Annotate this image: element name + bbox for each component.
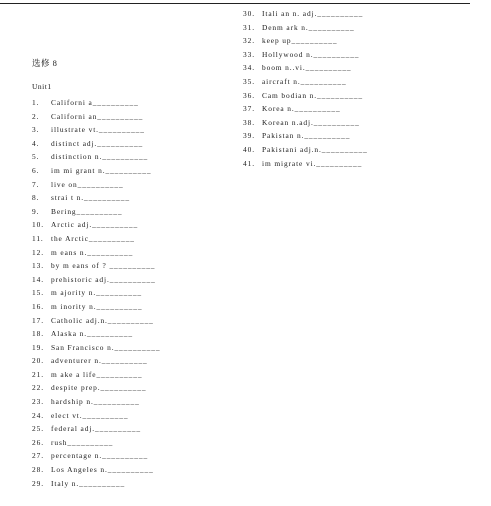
vocab-item-text: Cam bodian n.__________ xyxy=(262,90,363,100)
vocab-list-right xyxy=(243,7,368,170)
vocab-item xyxy=(32,110,160,124)
vocab-item xyxy=(243,7,368,21)
vocab-item-number: 38. xyxy=(243,117,255,127)
section-title: 选修 8 xyxy=(32,58,58,68)
vocab-item-number: 33. xyxy=(243,49,255,59)
vocab-item-number: 21. xyxy=(32,369,44,379)
vocab-item-text: Italy n.__________ xyxy=(51,478,126,488)
vocab-item xyxy=(32,273,160,287)
vocab-item-text: prehistoric adj.__________ xyxy=(51,274,156,284)
unit-title: Unit1 xyxy=(32,82,52,91)
vocab-item xyxy=(32,123,160,137)
vocab-item-number: 15. xyxy=(32,288,44,298)
vocab-item-number: 11. xyxy=(32,233,44,243)
vocab-item-number: 17. xyxy=(32,315,44,325)
vocab-item-number: 20. xyxy=(32,356,44,366)
vocab-item-text: Korea n.__________ xyxy=(262,104,341,114)
vocab-item-number: 24. xyxy=(32,410,44,420)
top-rule xyxy=(0,3,470,4)
vocab-item-number: 37. xyxy=(243,104,255,114)
vocab-item-number: 10. xyxy=(32,220,44,230)
vocab-item xyxy=(243,116,368,130)
vocab-item-text: Alaska n.__________ xyxy=(51,329,133,339)
vocab-item-text: hardship n.__________ xyxy=(51,397,140,407)
vocab-item-number: 25. xyxy=(32,424,44,434)
vocab-item-number: 41. xyxy=(243,158,255,168)
vocab-item-text: m ake a life__________ xyxy=(51,369,143,379)
vocab-item xyxy=(32,477,160,491)
vocab-item-text: Hollywood n.__________ xyxy=(262,49,360,59)
vocab-item xyxy=(243,48,368,62)
vocab-item-text: boom n..vi.__________ xyxy=(262,63,352,73)
vocab-item-number: 34. xyxy=(243,63,255,73)
vocab-item-number: 6. xyxy=(32,165,40,175)
vocab-item-text: San Francisco n.__________ xyxy=(51,342,161,352)
vocab-item xyxy=(32,150,160,164)
vocab-item-text: percentage n.__________ xyxy=(51,451,149,461)
vocab-item-number: 13. xyxy=(32,261,44,271)
vocab-item-text: distinct adj.__________ xyxy=(51,138,144,148)
vocab-list-left xyxy=(32,96,160,490)
vocab-item-text: Los Angeles n.__________ xyxy=(51,465,154,475)
vocab-item-number: 18. xyxy=(32,329,44,339)
vocab-item xyxy=(32,341,160,355)
vocab-item-text: illustrate vt.__________ xyxy=(51,125,145,135)
vocab-item-number: 35. xyxy=(243,76,255,86)
vocab-item-number: 40. xyxy=(243,144,255,154)
vocab-item-number: 31. xyxy=(243,22,255,32)
vocab-item-number: 26. xyxy=(32,437,44,447)
vocab-item-text: rush__________ xyxy=(51,437,114,447)
vocab-item-text: Itali an n. adj.__________ xyxy=(262,9,364,18)
vocab-item-number: 9. xyxy=(32,206,40,216)
vocab-item-text: im migrate vi.__________ xyxy=(262,158,363,168)
vocab-item xyxy=(243,102,368,116)
vocab-item-number: 2. xyxy=(32,111,40,121)
vocab-item-number: 4. xyxy=(32,138,40,148)
vocab-item-number: 30. xyxy=(243,9,255,18)
vocab-item xyxy=(32,259,160,273)
vocab-item-text: Californi a__________ xyxy=(51,98,139,107)
vocab-item-text: aircraft n.__________ xyxy=(262,76,347,86)
vocab-item-text: federal adj.__________ xyxy=(51,424,141,434)
vocab-item-text: by m eans of ? __________ xyxy=(51,261,156,271)
vocab-item-text: Korean n.adj.__________ xyxy=(262,117,360,127)
vocab-item xyxy=(243,129,368,143)
vocab-item-number: 39. xyxy=(243,131,255,141)
vocab-item xyxy=(32,164,160,178)
vocab-item-number: 14. xyxy=(32,274,44,284)
vocab-item-number: 12. xyxy=(32,247,44,257)
vocab-item xyxy=(32,191,160,205)
vocab-item-text: m inority n.__________ xyxy=(51,301,143,311)
vocab-item-number: 19. xyxy=(32,342,44,352)
vocab-item xyxy=(32,137,160,151)
vocab-item-number: 5. xyxy=(32,152,40,162)
vocab-item-number: 36. xyxy=(243,90,255,100)
vocab-item-number: 27. xyxy=(32,451,44,461)
vocab-item xyxy=(32,449,160,463)
vocab-item-number: 8. xyxy=(32,193,40,203)
vocab-item-number: 22. xyxy=(32,383,44,393)
vocab-item xyxy=(243,21,368,35)
vocab-item-text: despite prep.__________ xyxy=(51,383,147,393)
vocab-item-number: 28. xyxy=(32,465,44,475)
vocab-item xyxy=(32,205,160,219)
vocab-item-text: the Arctic__________ xyxy=(51,233,135,243)
vocab-item xyxy=(32,300,160,314)
vocab-item-text: Denm ark n.__________ xyxy=(262,22,355,32)
vocab-item xyxy=(32,178,160,192)
vocab-item xyxy=(32,286,160,300)
vocab-item-text: im mi grant n.__________ xyxy=(51,165,152,175)
vocab-item xyxy=(32,463,160,477)
vocab-item xyxy=(32,422,160,436)
vocab-item xyxy=(32,368,160,382)
vocab-item-text: live on__________ xyxy=(51,179,124,189)
vocab-item-number: 16. xyxy=(32,301,44,311)
vocab-item xyxy=(32,395,160,409)
vocab-item xyxy=(32,354,160,368)
vocab-item-number: 7. xyxy=(32,179,40,189)
vocab-item xyxy=(32,409,160,423)
vocab-item-text: Catholic adj.n.__________ xyxy=(51,315,154,325)
vocab-item-number: 32. xyxy=(243,36,255,46)
vocab-item-text: Californi an__________ xyxy=(51,111,144,121)
vocab-item xyxy=(32,327,160,341)
vocab-item-text: keep up__________ xyxy=(262,36,338,46)
vocab-item-text: strai t n.__________ xyxy=(51,193,130,203)
vocab-item-text: Pakistan n.__________ xyxy=(262,131,351,141)
vocab-item-number: 29. xyxy=(32,478,44,488)
vocab-item xyxy=(32,246,160,260)
vocab-item-text: Arctic adj.__________ xyxy=(51,220,139,230)
vocab-item xyxy=(243,143,368,157)
vocab-item-text: m eans n.__________ xyxy=(51,247,134,257)
vocab-item xyxy=(32,232,160,246)
vocab-item-text: Bering__________ xyxy=(51,206,123,216)
vocab-item xyxy=(32,436,160,450)
vocab-item xyxy=(32,218,160,232)
vocab-item xyxy=(243,34,368,48)
vocab-item-text: m ajority n.__________ xyxy=(51,288,143,298)
vocab-item xyxy=(32,96,160,110)
vocab-item xyxy=(243,157,368,171)
vocab-item xyxy=(32,381,160,395)
vocab-item-text: Pakistani adj.n.__________ xyxy=(262,144,368,154)
vocab-item xyxy=(243,75,368,89)
vocab-item-text: adventurer n.__________ xyxy=(51,356,148,366)
vocab-item xyxy=(32,314,160,328)
vocab-item-number: 23. xyxy=(32,397,44,407)
vocab-item xyxy=(243,89,368,103)
vocab-item-number: 1. xyxy=(32,98,40,107)
vocab-item xyxy=(243,61,368,75)
vocab-item-text: elect vt.__________ xyxy=(51,410,129,420)
vocab-item-text: distinction n.__________ xyxy=(51,152,149,162)
vocab-item-number: 3. xyxy=(32,125,40,135)
